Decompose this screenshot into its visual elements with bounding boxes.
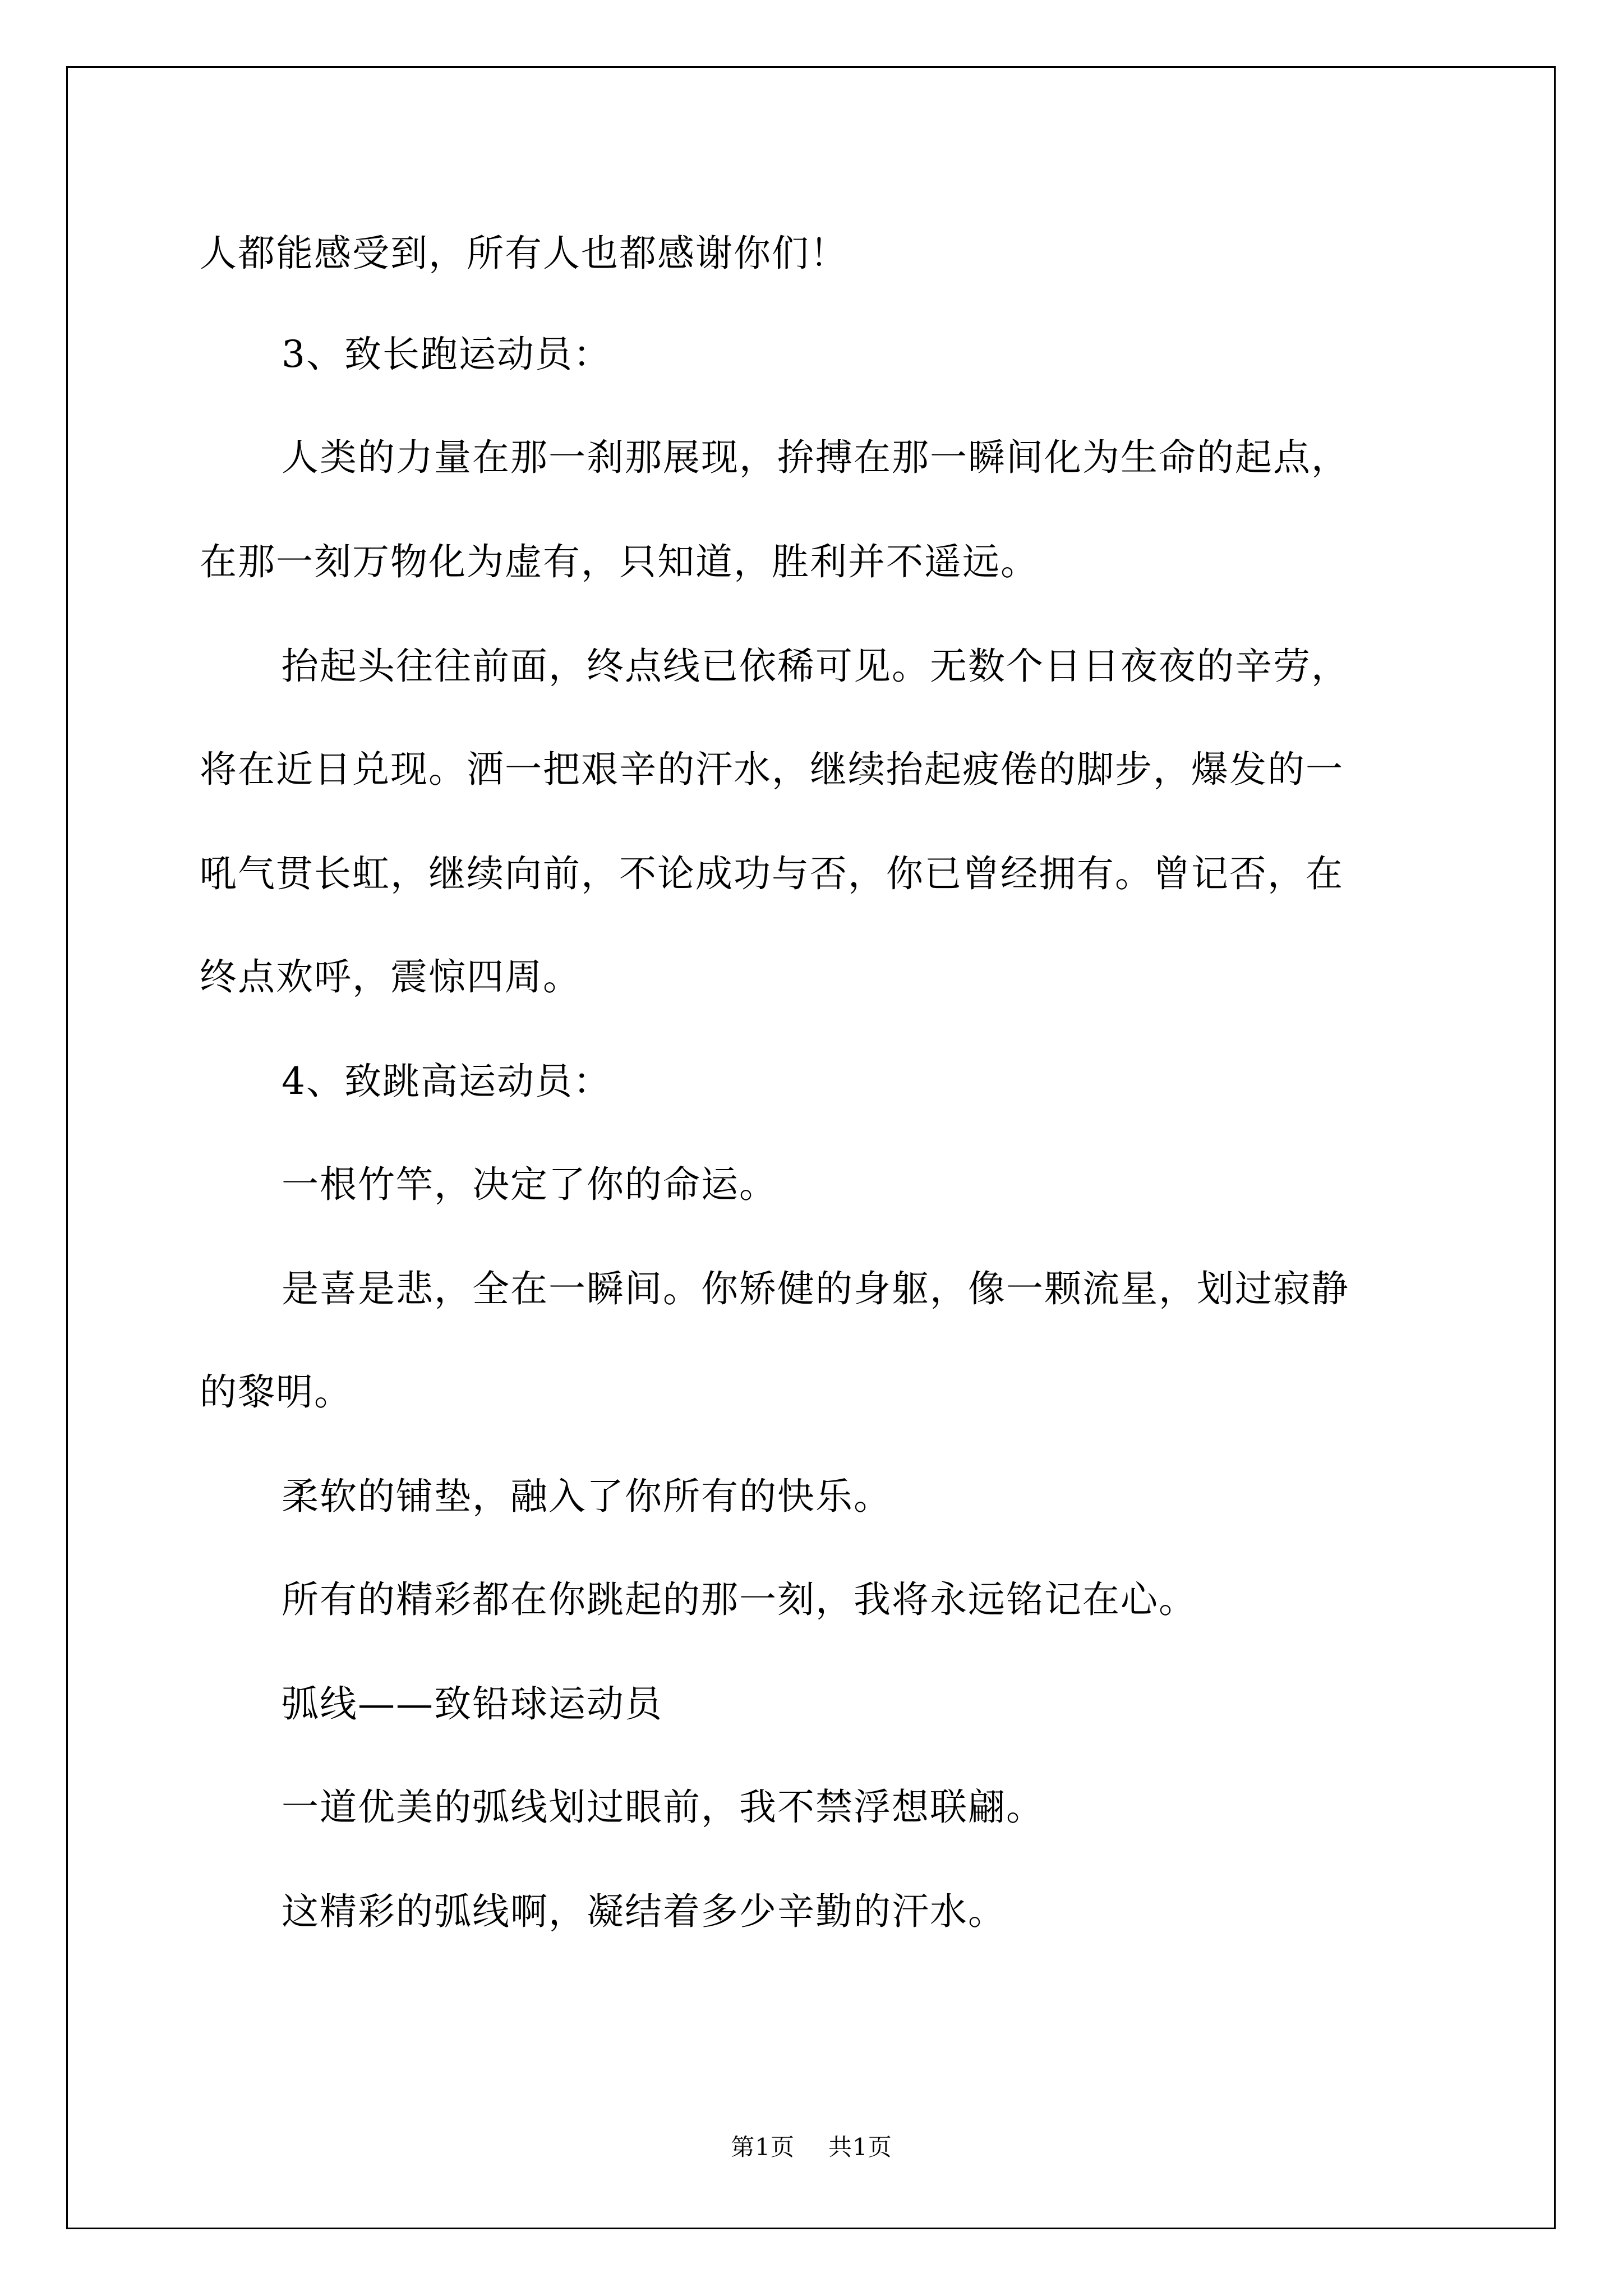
body-line: 抬起头往往前面，终点线已依稀可见。无数个日日夜夜的辛劳， [282,645,1349,688]
body-line: 一根竹竿，决定了你的命运。 [282,1163,777,1206]
section-heading: 弧线——致铅球运动员 [282,1682,663,1726]
section-heading: 3、致长跑运动员： [282,333,611,376]
page-footer [0,2133,1623,2161]
body-line: 是喜是悲，全在一瞬间。你矫健的身躯，像一颗流星，划过寂静 [282,1267,1349,1310]
body-line: 在那一刻万物化为虚有，只知道，胜利并不遥远。 [200,540,1039,583]
body-line: 将在近日兑现。洒一把艰辛的汗水，继续抬起疲倦的脚步，爆发的一 [200,748,1344,791]
body-line: 一道优美的弧线划过眼前，我不禁浮想联翩。 [282,1786,1044,1829]
body-line: 柔软的铺垫，融入了你所有的快乐。 [282,1475,892,1518]
body-line: 人类的力量在那一刹那展现，拚搏在那一瞬间化为生命的起点， [282,436,1349,479]
body-line: 终点欢呼，震惊四周。 [200,955,581,999]
body-line: 的黎明。 [200,1370,352,1414]
body-line: 人都能感受到，所有人也都感谢你们！ [200,232,848,275]
section-heading: 4、致跳高运动员： [282,1060,611,1103]
body-line: 所有的精彩都在你跳起的那一刻，我将永远铭记在心。 [282,1578,1197,1621]
page-number-total: 共1页 [828,2133,892,2161]
body-line: 吼气贯长虹，继续向前，不论成功与否，你已曾经拥有。曾记否，在 [200,852,1344,895]
page-number-current: 第1页 [731,2133,795,2161]
body-line: 这精彩的弧线啊，凝结着多少辛勤的汗水。 [282,1890,1006,1933]
